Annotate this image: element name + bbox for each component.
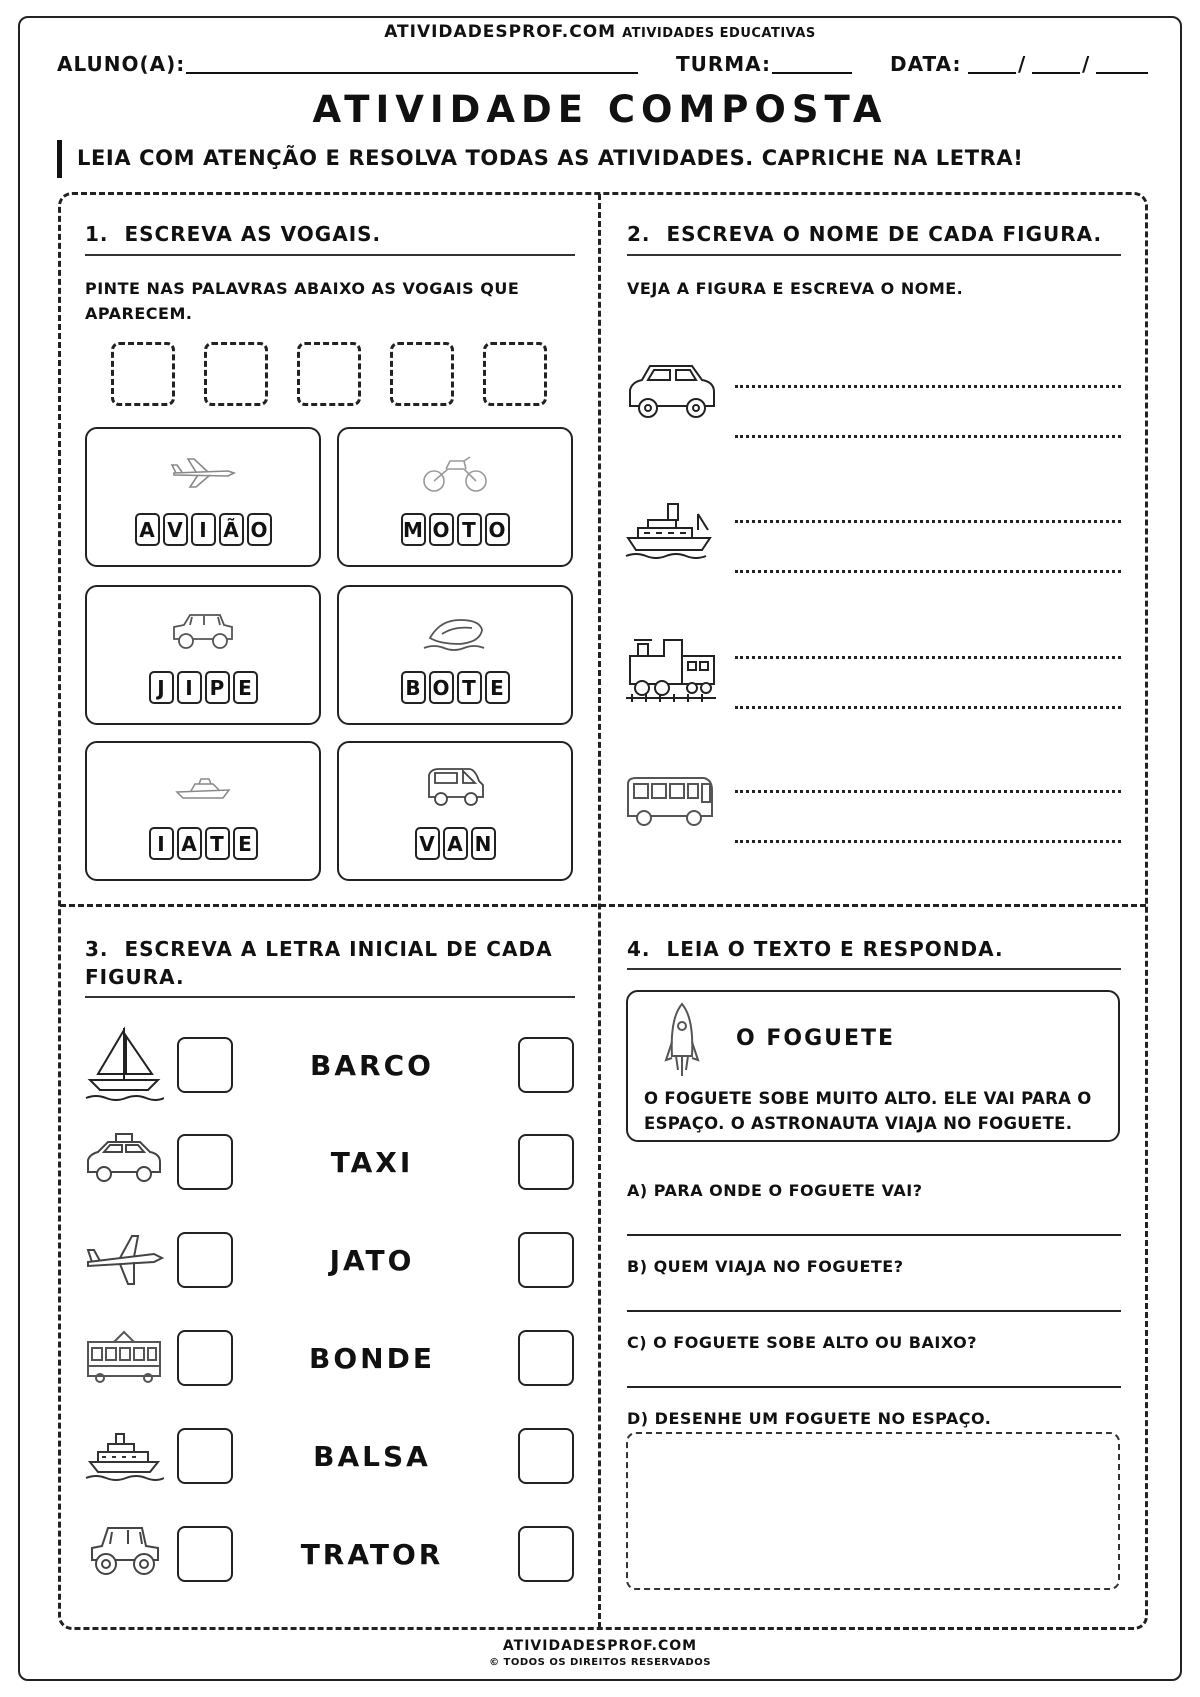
car-icon <box>626 360 718 422</box>
initial-letter-box-right[interactable] <box>518 1330 574 1386</box>
answer-line[interactable] <box>735 570 1121 573</box>
letter-tiles <box>87 513 319 546</box>
aluno-label: ALUNO(A): <box>57 52 186 76</box>
drawing-area[interactable] <box>626 1432 1120 1590</box>
letter-tile[interactable]: O <box>485 513 510 546</box>
section1-title <box>85 220 381 248</box>
story-line-1: O FOGUETE SOBE MUITO ALTO. ELE VAI PARA O <box>644 1089 1092 1108</box>
boat-icon <box>339 605 571 657</box>
letter-tiles <box>339 671 571 704</box>
story-box <box>626 990 1120 1142</box>
word-card-aviao <box>85 427 321 567</box>
letter-tiles <box>87 671 319 704</box>
initial-letter-box-right[interactable] <box>518 1134 574 1190</box>
answer-line-b[interactable] <box>627 1310 1121 1312</box>
letter-tile[interactable]: I <box>191 513 216 546</box>
section3-title-line2: FIGURA. <box>85 965 185 989</box>
word-card-jipe <box>85 585 321 725</box>
site-header <box>0 22 1200 42</box>
section4-title <box>627 935 1004 963</box>
ship-icon <box>624 500 716 560</box>
initial-letter-box-right[interactable] <box>518 1232 574 1288</box>
word-card-van <box>337 741 573 881</box>
answer-line[interactable] <box>735 790 1121 793</box>
van-icon <box>339 761 571 813</box>
letter-tile[interactable]: T <box>205 827 230 860</box>
letter-tile[interactable]: I <box>149 827 174 860</box>
site-subtitle: ATIVIDADES EDUCATIVAS <box>622 26 816 41</box>
bus-icon <box>624 772 716 832</box>
letter-tile[interactable]: O <box>429 513 454 546</box>
word-bonde: BONDE <box>309 1342 435 1375</box>
section3-number: 3. <box>85 937 109 961</box>
section1-instruction <box>85 276 519 326</box>
word-balsa: BALSA <box>313 1440 431 1473</box>
section1-number: 1. <box>85 222 109 246</box>
letter-tile[interactable]: J <box>149 671 174 704</box>
section1-title-text: ESCREVA AS VOGAIS. <box>124 222 382 246</box>
letter-tile[interactable]: V <box>163 513 188 546</box>
answer-line[interactable] <box>735 520 1121 523</box>
vowel-box-5[interactable] <box>483 342 547 406</box>
vertical-divider <box>598 194 601 1628</box>
date-day-field[interactable] <box>968 72 1016 74</box>
question-b: B) QUEM VIAJA NO FOGUETE? <box>627 1257 904 1276</box>
vowel-box-1[interactable] <box>111 342 175 406</box>
jet-icon <box>84 1232 164 1288</box>
word-trator: TRATOR <box>300 1538 444 1571</box>
horizontal-divider <box>60 904 1146 907</box>
rocket-icon <box>664 1002 700 1080</box>
date-slash-1: / <box>1018 52 1027 76</box>
story-line-2: ESPAÇO. O ASTRONAUTA VIAJA NO FOGUETE. <box>644 1114 1073 1133</box>
date-year-field[interactable] <box>1096 72 1148 74</box>
section2-title <box>627 220 1102 248</box>
letter-tile[interactable]: M <box>401 513 426 546</box>
initial-letter-box-left[interactable] <box>177 1134 233 1190</box>
initial-letter-box-left[interactable] <box>177 1037 233 1093</box>
turma-label: TURMA: <box>676 52 772 76</box>
letter-tile[interactable]: Ã <box>219 513 244 546</box>
letter-tiles <box>339 513 571 546</box>
section4-number: 4. <box>627 937 651 961</box>
site-name: ATIVIDADESPROF.COM <box>384 22 617 42</box>
page-title: ATIVIDADE COMPOSTA <box>312 88 888 131</box>
initial-letter-box-right[interactable] <box>518 1037 574 1093</box>
letter-tile[interactable]: O <box>247 513 272 546</box>
story-title: O FOGUETE <box>736 1026 896 1051</box>
letter-tile[interactable]: A <box>135 513 160 546</box>
section2-title-text: ESCREVA O NOME DE CADA FIGURA. <box>666 222 1103 246</box>
initial-letter-box-left[interactable] <box>177 1428 233 1484</box>
section2-instruction: VEJA A FIGURA E ESCREVA O NOME. <box>627 279 964 298</box>
initial-letter-box-left[interactable] <box>177 1330 233 1386</box>
turma-field[interactable] <box>772 72 852 74</box>
answer-line[interactable] <box>735 385 1121 388</box>
train-icon <box>624 626 716 706</box>
date-month-field[interactable] <box>1032 72 1080 74</box>
letter-tile[interactable]: E <box>485 671 510 704</box>
question-a: A) PARA ONDE O FOGUETE VAI? <box>627 1181 923 1200</box>
answer-line-c[interactable] <box>627 1386 1121 1388</box>
section3-rule <box>85 996 575 998</box>
word-card-moto <box>337 427 573 567</box>
section1-instruction-line1: PINTE NAS PALAVRAS ABAIXO AS VOGAIS QUE <box>85 279 520 298</box>
answer-line-a[interactable] <box>627 1234 1121 1236</box>
initial-letter-box-left[interactable] <box>177 1526 233 1582</box>
word-card-iate <box>85 741 321 881</box>
letter-tile[interactable]: O <box>429 671 454 704</box>
question-d: D) DESENHE UM FOGUETE NO ESPAÇO. <box>627 1409 992 1428</box>
footer-rights: © TODOS OS DIREITOS RESERVADOS <box>489 1657 711 1668</box>
airplane-icon <box>87 447 319 499</box>
data-label: DATA: <box>890 52 962 76</box>
tram-icon <box>84 1330 164 1386</box>
aluno-field[interactable] <box>186 72 638 74</box>
vowel-box-3[interactable] <box>297 342 361 406</box>
yacht-icon <box>87 761 319 813</box>
answer-line[interactable] <box>735 656 1121 659</box>
question-c: C) O FOGUETE SOBE ALTO OU BAIXO? <box>627 1333 977 1352</box>
letter-tile[interactable]: A <box>443 827 468 860</box>
section2-rule <box>627 254 1121 256</box>
section2-number: 2. <box>627 222 651 246</box>
letter-tile[interactable]: E <box>233 671 258 704</box>
letter-tile[interactable]: V <box>415 827 440 860</box>
tractor-icon <box>84 1520 164 1582</box>
word-barco: BARCO <box>310 1049 434 1082</box>
initial-letter-box-right[interactable] <box>518 1428 574 1484</box>
letter-tiles <box>87 827 319 860</box>
answer-line[interactable] <box>735 706 1121 709</box>
word-taxi: TAXI <box>330 1146 414 1179</box>
letter-tile[interactable]: E <box>233 827 258 860</box>
section1-rule <box>85 254 575 256</box>
letter-tile[interactable]: A <box>177 827 202 860</box>
letter-tile[interactable]: T <box>457 671 482 704</box>
taxi-icon <box>84 1130 164 1190</box>
section4-title-text: LEIA O TEXTO E RESPONDA. <box>666 937 1004 961</box>
sailboat-icon <box>84 1022 164 1102</box>
instruction-bar <box>57 140 62 178</box>
instruction-text: LEIA COM ATENÇÃO E RESOLVA TODAS AS ATIVIDADES. CAPRICHE NA LETRA! <box>77 146 1024 170</box>
section1-instruction-line2: APARECEM. <box>85 304 193 323</box>
story-text <box>644 1086 1092 1136</box>
vowel-box-2[interactable] <box>204 342 268 406</box>
answer-line[interactable] <box>735 840 1121 843</box>
word-jato: JATO <box>329 1244 415 1277</box>
letter-tile[interactable]: I <box>177 671 202 704</box>
initial-letter-box-right[interactable] <box>518 1526 574 1582</box>
word-card-bote <box>337 585 573 725</box>
vowel-box-4[interactable] <box>390 342 454 406</box>
answer-line[interactable] <box>735 435 1121 438</box>
date-slash-2: / <box>1082 52 1091 76</box>
letter-tiles <box>339 827 571 860</box>
initial-letter-box-left[interactable] <box>177 1232 233 1288</box>
jeep-icon <box>87 605 319 657</box>
letter-tile[interactable]: B <box>401 671 426 704</box>
section4-rule <box>627 968 1121 970</box>
letter-tile[interactable]: T <box>457 513 482 546</box>
letter-tile[interactable]: N <box>471 827 496 860</box>
footer-site: ATIVIDADESPROF.COM <box>502 1638 698 1654</box>
letter-tile[interactable]: P <box>205 671 230 704</box>
section3-title-line1: ESCREVA A LETRA INICIAL DE CADA <box>124 937 553 961</box>
section3-title <box>85 935 553 991</box>
motorcycle-icon <box>339 447 571 499</box>
ferry-icon <box>84 1426 164 1482</box>
